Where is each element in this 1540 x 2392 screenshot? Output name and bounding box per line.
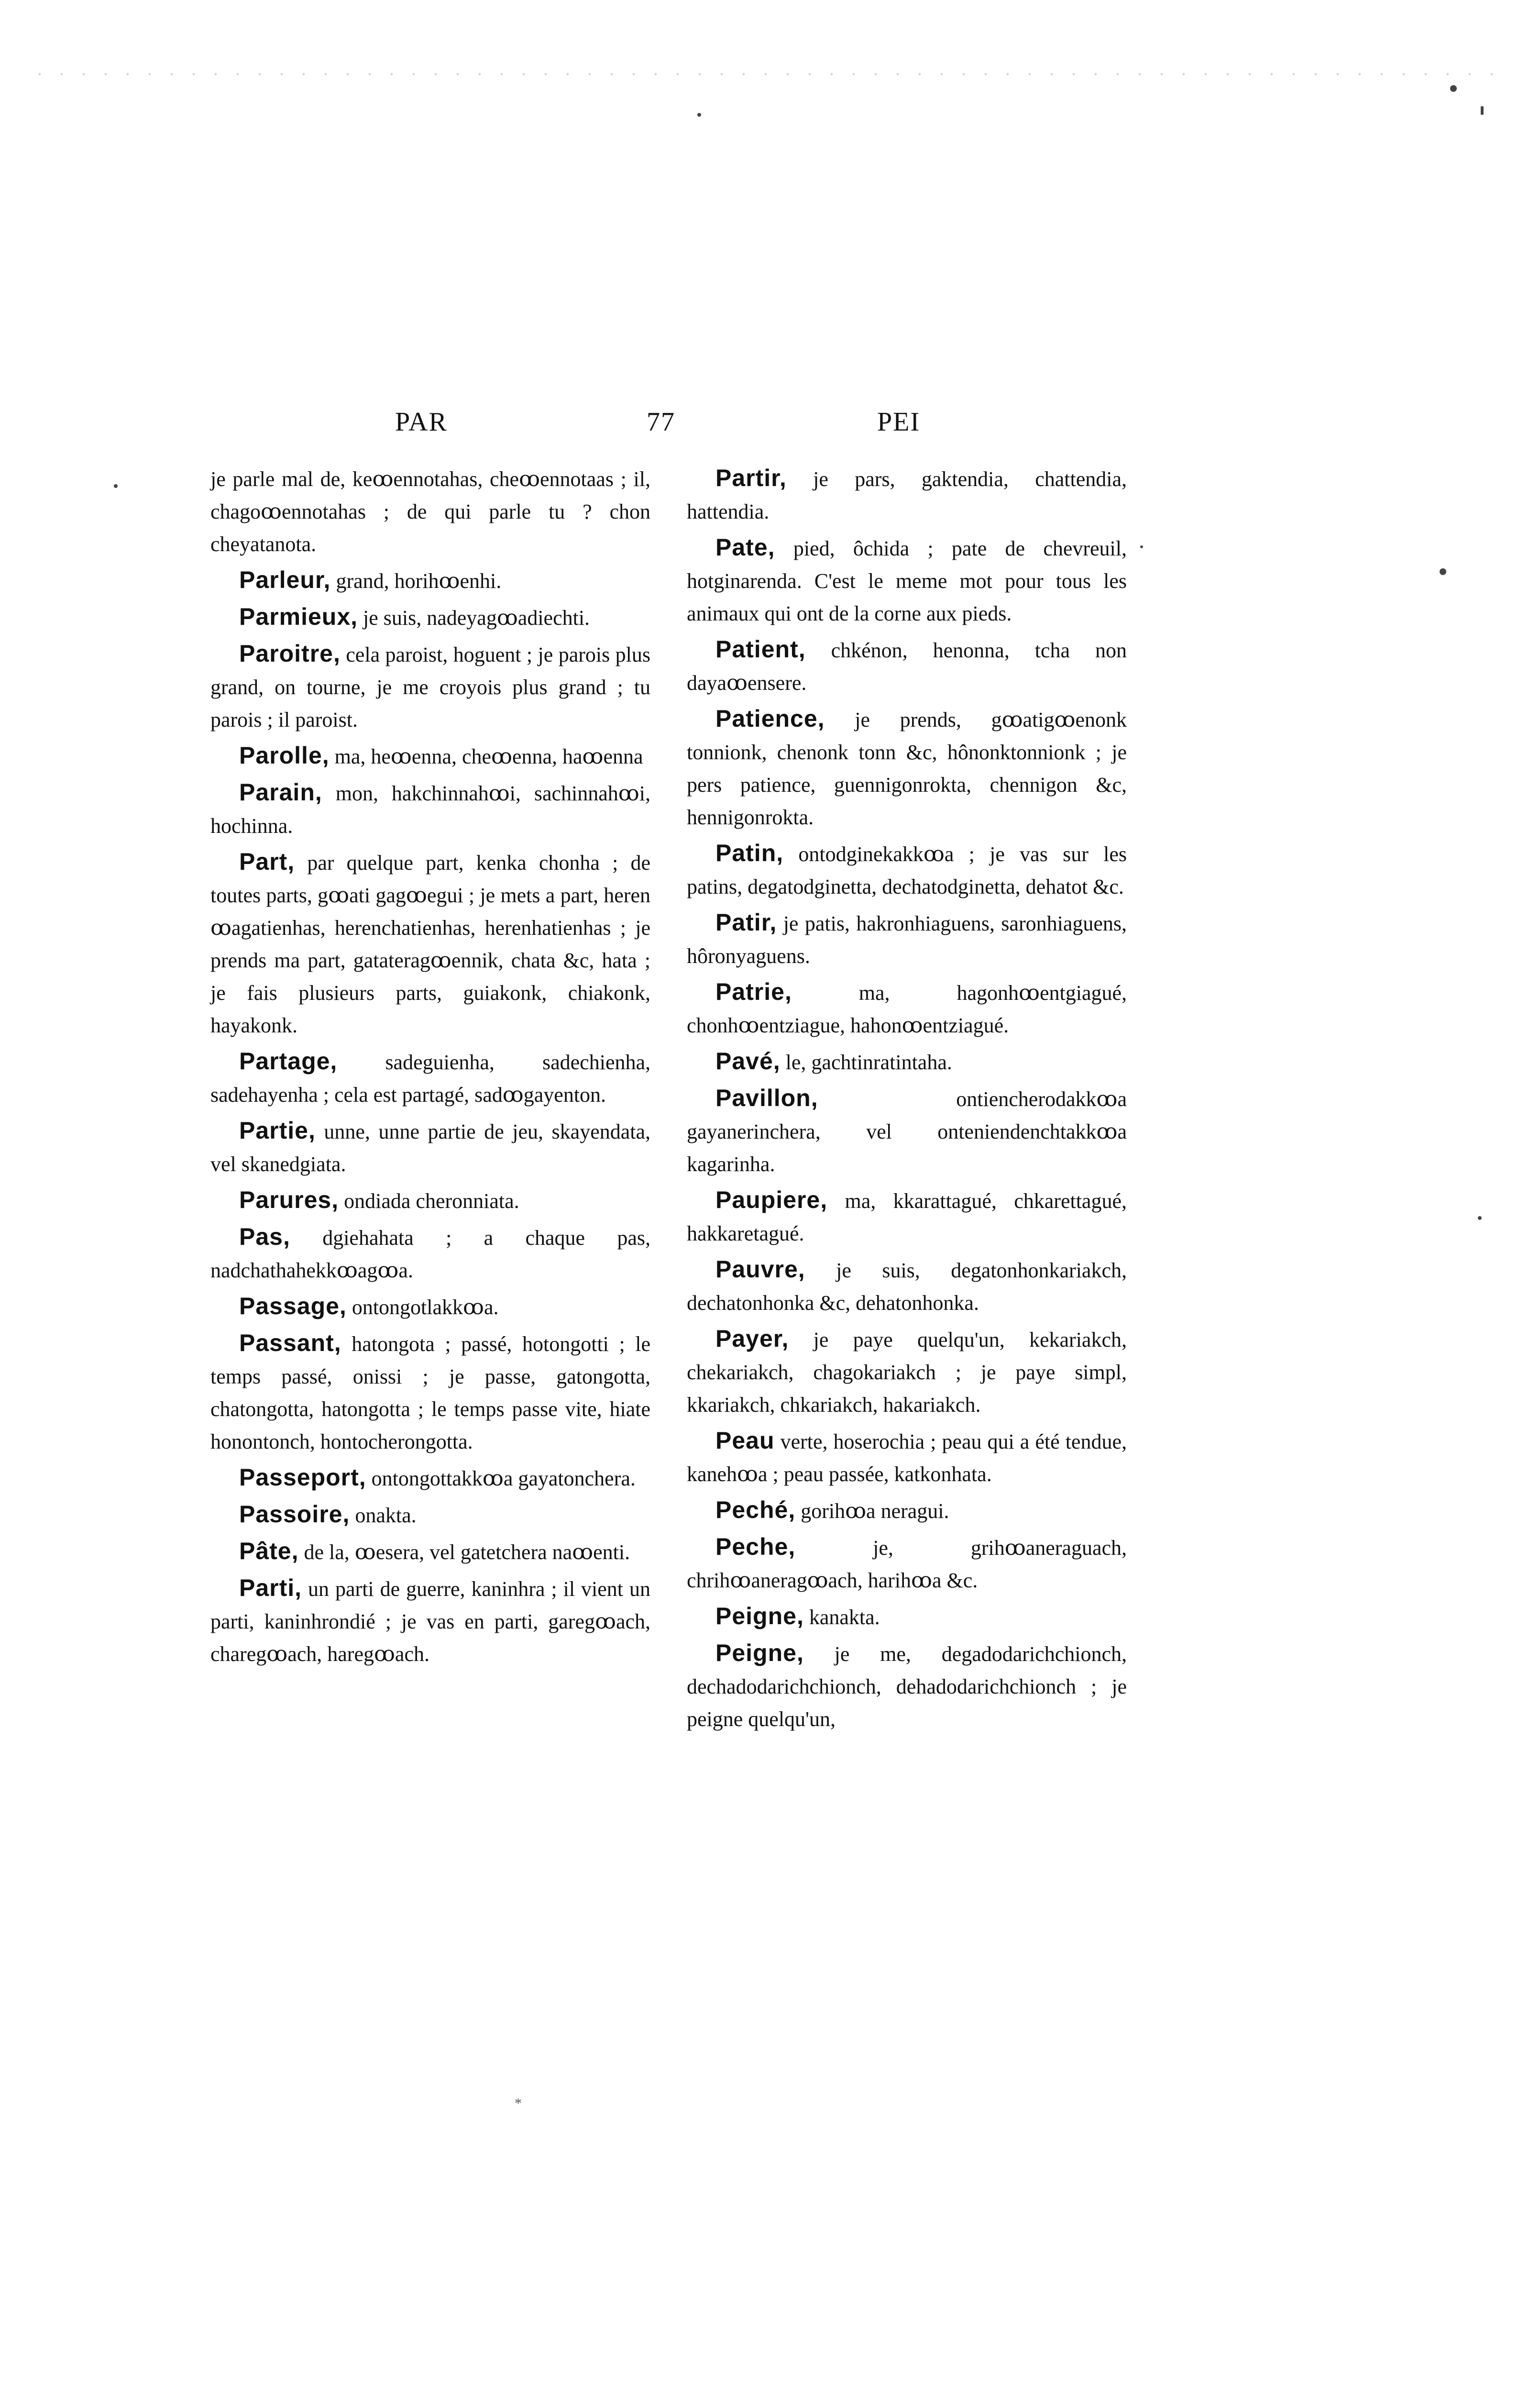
entry-headword: Partir, [715,465,787,491]
dictionary-entry [687,1082,1127,1181]
entry-headword: Paupiere, [715,1186,828,1213]
scan-speck [1140,545,1143,548]
entry-text: le, gachtinratintaha. [785,1051,952,1074]
dictionary-entry [210,1290,650,1324]
entry-headword: Pâte, [239,1538,299,1564]
scan-speck [1450,85,1457,92]
entry-headword: Patin, [715,840,784,866]
entry-text: ma, hagonhꝏentgiagué, chonhꝏentziague, hahonꝏentziagué. [687,981,1127,1037]
entry-headword: Parleur, [239,566,331,593]
dictionary-entry [210,845,650,1042]
entry-text: pied, ôchida ; pate de chevreuil, hotginarenda. C'est le meme mot pour tous les animaux qui ont de la corne aux pieds. [687,537,1127,625]
entry-text: verte, hoserochia ; peau qui a été tendue, kanehꝏa ; peau passée, katkonhata. [687,1430,1127,1486]
dictionary-entry [687,531,1127,630]
entry-text: ontongotlakkꝏa. [352,1296,499,1319]
entry-headword: Pauvre, [715,1256,805,1283]
entry-headword: Peché, [715,1496,796,1523]
entry-headword: Parmieux, [239,603,358,630]
dictionary-entry [687,1322,1127,1421]
entry-headword: Partage, [239,1048,338,1074]
entry-headword: Pavé, [715,1048,781,1074]
dictionary-entry [687,1600,1127,1634]
entry-text: je paye quelqu'un, kekariakch, chekariakch, chagokariakch ; je paye simpl, kkariakch, chkariakch, hakariakch. [687,1328,1127,1417]
dictionary-entry [687,1637,1127,1736]
running-head-right: PEI [877,407,920,437]
entry-text: ontongottakkꝏa gayatonchera. [371,1467,636,1490]
entry-text: kanakta. [809,1606,880,1629]
entry-text: je patis, hakronhiaguens, saronhiaguens, hôronyaguens. [687,912,1127,968]
entry-text: un parti de guerre, kaninhra ; il vient un parti, kaninhrondié ; je vas en parti, garegꝏach, charegꝏach, haregꝏach. [210,1577,650,1666]
dictionary-entry [210,564,650,598]
dictionary-entry [687,1530,1127,1597]
entry-text: mon, hakchinnahꝏi, sachinnahꝏi, hochinna. [210,782,650,838]
entry-text: grand, horihꝏenhi. [336,569,502,593]
dictionary-entry [687,1253,1127,1319]
entry-headword: Parain, [239,779,322,806]
dictionary-entry [687,1424,1127,1491]
entry-text: je suis, degatonhonkariakch, dechatonhonka &c, dehatonhonka. [687,1259,1127,1315]
footer-mark: * [515,2095,522,2111]
entry-text: cela paroist, hoguent ; je parois plus grand, on tourne, je me croyois plus grand ; tu parois ; il paroist. [210,643,650,731]
entry-text: chkénon, henonna, tcha non dayaꝏensere. [687,639,1127,695]
dictionary-entry [210,1220,650,1287]
entry-headword: Parures, [239,1186,339,1213]
left-column [210,462,650,1673]
entry-text: ondiada cheronniata. [344,1189,519,1213]
entry-headword: Part, [239,848,295,875]
scan-speck [697,113,701,117]
dictionary-entry [210,1184,650,1218]
entry-text: je pars, gaktendia, chattendia, hattendia. [687,467,1127,523]
running-head [0,407,1540,445]
scan-speck [1440,568,1446,575]
entry-headword: Passant, [239,1329,341,1356]
dictionary-entry [210,739,650,773]
entry-headword: Parti, [239,1574,302,1601]
entry-text: je me, degadodarichchionch, dechadodarichchionch, dehadodarichchionch ; je peigne quelqu'un, [687,1642,1127,1731]
dictionary-entry [210,600,650,634]
entry-headword: Payer, [715,1325,789,1352]
dictionary-entry [687,1184,1127,1250]
dictionary-entry [210,637,650,736]
scan-speckle-strip [29,71,1511,78]
entry-text: par quelque part, kenka chonha ; de toutes parts, gꝏati gagꝏegui ; je mets a part, heren ꝏagatienhas, herenchatienhas, herenhatienhas ; je prends ma part, gatateragꝏennik, chata &c, hata ; je fais plusieurs parts, guiakonk, chiakonk, hayakonk. [210,851,650,1037]
entry-headword: Patience, [715,705,825,732]
entry-headword: Partie, [239,1117,316,1144]
dictionary-entry [210,776,650,842]
entry-headword: Pavillon, [715,1085,818,1111]
dictionary-entry [687,975,1127,1042]
entry-text: onakta. [355,1504,417,1527]
dictionary-entry [210,1535,650,1569]
right-column [687,462,1127,1739]
dictionary-entry [687,633,1127,699]
entry-headword: Pate, [715,534,775,561]
entry-headword: Peigne, [715,1639,804,1666]
dictionary-entry [210,1327,650,1458]
entry-text: ma, kkarattagué, chkarettagué, hakkaretagué. [687,1189,1127,1245]
dictionary-entry [210,1461,650,1495]
entry-headword: Parolle, [239,742,330,769]
dictionary-entry [210,462,650,561]
entry-text: ontiencherodakkꝏa gayanerinchera, vel onteniendenchtakkꝏa kagarinha. [687,1087,1127,1176]
entry-text: hatongota ; passé, hotongotti ; le temps passé, onissi ; je passe, gatongotta, chatongotta, hatongotta ; le temps passe vite, hiate honontonch, hontocherongotta. [210,1332,651,1453]
entry-headword: Passoire, [239,1501,350,1528]
entry-text: je prends, gꝏatigꝏenonk tonnionk, chenonk tonn &c, hônonktonnionk ; je pers patience, guennigonrokta, chennigon &c, hennigonrokta. [687,708,1127,829]
entry-text: de la, ꝏesera, vel gatetchera naꝏenti. [304,1540,630,1564]
dictionary-entry [687,837,1127,903]
scan-speck [1478,1216,1482,1220]
entry-text: dgiehahata ; a chaque pas, nadchathahekkꝏagꝏa. [210,1226,651,1282]
entry-headword: Peche, [715,1533,796,1560]
entry-headword: Patir, [715,909,777,936]
entry-text: ontodginekakkꝏa ; je vas sur les patins, degatodginetta, dechatodginetta, dehatot &c. [687,842,1127,898]
dictionary-entry [687,1494,1127,1528]
entry-headword: Peigne, [715,1603,804,1629]
entry-headword: Peau [715,1427,775,1454]
dictionary-entry [210,1572,650,1671]
entry-headword: Patient, [715,636,806,663]
running-head-left: PAR [395,407,448,437]
scan-speck [114,484,118,488]
entry-headword: Passeport, [239,1464,366,1491]
entry-text: je suis, nadeyagꝏadiechti. [363,606,590,630]
entry-headword: Paroitre, [239,640,341,667]
dictionary-entry [687,1045,1127,1079]
dictionary-entry [210,1114,650,1181]
entry-text: sadeguienha, sadechienha, sadehayenha ; cela est partagé, sadꝏgayenton. [210,1051,650,1107]
entry-headword: Passage, [239,1293,347,1319]
entry-text: gorihꝏa neragui. [801,1499,949,1523]
entry-text: unne, unne partie de jeu, skayendata, vel skanedgiata. [210,1120,651,1176]
entry-text: ma, heꝏenna, cheꝏenna, haꝏenna [334,745,643,768]
dictionary-entry [687,702,1127,834]
dictionary-entry [687,462,1127,528]
page-number: 77 [647,407,675,437]
entry-headword: Pas, [239,1223,290,1250]
entry-headword: Patrie, [715,978,792,1005]
dictionary-entry [687,906,1127,973]
entry-text: je parle mal de, keꝏennotahas, cheꝏennotaas ; il, chagoꝏennotahas ; de qui parle tu ? chon cheyatanota. [210,467,650,556]
dictionary-entry [210,1045,650,1111]
scan-speck [1481,106,1484,115]
entry-text: je, grihꝏaneraguach, chrihꝏaneragꝏach, harihꝏa &c. [687,1536,1127,1592]
dictionary-entry [210,1498,650,1532]
